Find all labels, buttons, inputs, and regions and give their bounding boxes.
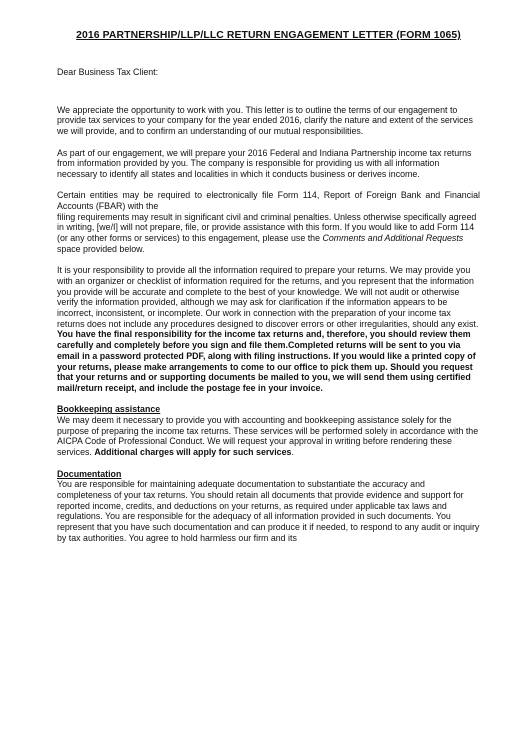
bookkeeping-bold-text: Additional charges will apply for such services — [94, 447, 292, 458]
heading-documentation: Documentation — [57, 468, 122, 479]
paragraph-intro: We appreciate the opportunity to work with you. This letter is to outline the terms of our engagement to provide tax services to your company for the year ended 2016, clarify the nature and extent of the services we will provide, and to confirm an understanding of our mutual responsibilities. — [57, 104, 473, 137]
paragraph-engagement: As part of our engagement, we will prepare your 2016 Federal and Indiana Partnership income tax returns from information provided by you. The company is responsible for providing us with all information necessary to identify all states and localities in which it conducts business or derives income. — [57, 147, 472, 179]
responsibility-text: It is your responsibility to provide all the information required to prepare your returns. We may provide you with an organizer or checklist of information required for the returns, and you represent that the information you provide will be accurate and complete to the best of your knowledge. We will not audit or otherwise verify the information provided, although we may ask for clarification if the information appears to be incorrect, inconsistent, or incomplete. Our work in connection with the preparation of your income tax returns does not include any procedures designed to discover errors or other irregularities, should any exist. — [57, 265, 479, 329]
paragraph-fbar — [57, 190, 480, 254]
fbar-text-end: space provided below. — [57, 243, 145, 254]
bookkeeping-text-end: . — [291, 447, 294, 458]
salutation: Dear Business Tax Client: — [57, 67, 159, 77]
document-title: 2016 PARTNERSHIP/LLP/LLC RETURN ENGAGEMENT LETTER (FORM 1065) — [76, 30, 461, 41]
heading-bookkeeping: Bookkeeping assistance — [57, 404, 161, 415]
fbar-text: filing requirements may result in significant civil and criminal penalties. Unless otherwise specifically agreed in writing, [we/I] will not prepare, file, or provide assistance with this form. If you would like to add Form 114 (or any other forms or services) to this engagement, please use the — [57, 211, 477, 244]
paragraph-bookkeeping — [57, 415, 480, 458]
responsibility-bold-text: You have the final responsibility for the income tax returns and, therefore, you should review them carefully and completely before you sign and file them.Completed returns will be sent to you via email in a password protected PDF, along with filing instructions. If you would like a printed copy of your returns, please make arrangements to come to our office to pick them up. Should you request that your returns and or supporting documents be mailed to you, we will send them using certified mail/return receipt, and include the postage fee in your invoice. — [57, 329, 476, 393]
paragraph-responsibility — [57, 265, 480, 393]
fbar-italic-text: Comments and Additional Requests — [322, 233, 464, 244]
paragraph-documentation: You are responsible for maintaining adequate documentation to substantiate the accuracy and completeness of your tax returns. You should retain all documents that provide evidence and support for reported income, credits, and deductions on your returns, as required under applicable tax laws and regulations. You are responsible for the adequacy of all information provided in such documents. You represent that you have such documentation and can produce it if needed, to respond to any audit or inquiry by tax authorities. You agree to hold harmless our firm and its — [57, 479, 480, 543]
bookkeeping-text: We may deem it necessary to provide you with accounting and bookkeeping assistance solely for the purpose of preparing the income tax returns. These services will be performed solely in accordance with the AICPA Code of Professional Conduct. We will request your approval in writing before rendering these services. — [57, 415, 479, 458]
fbar-line-1: Certain entities may be required to electronically file Form 114, Report of Foreign Bank and Financial Accounts (FBAR) with the — [57, 190, 480, 211]
